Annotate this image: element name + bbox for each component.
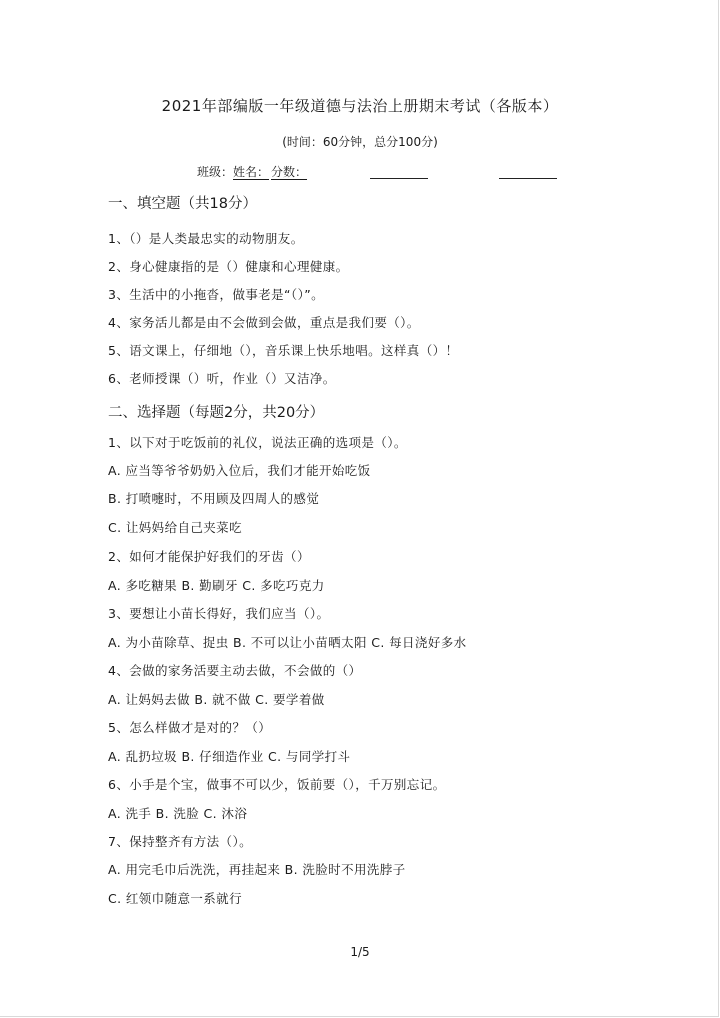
student-info-row	[197, 163, 597, 181]
section-choice-heading: 二、选择题（每题2分，共20分）	[108, 405, 325, 421]
choice-question-6: 6、小手是个宝，做事不可以少，饭前要（），千万别忘记。	[108, 777, 446, 792]
choice-question-3: 3、要想让小苗长得好，我们应当（）。	[108, 606, 330, 621]
choice-question-4: 4、会做的家务活要主动去做，不会做的（）	[108, 663, 362, 678]
page-number: 1/5	[350, 945, 370, 959]
choice-option: C. 让妈妈给自己夹菜吃	[108, 520, 242, 535]
choice-question-5: 5、怎么样做才是对的？（）	[108, 720, 272, 735]
choice-question-1: 1、以下对于吃饭前的礼仪，说法正确的选项是（）。	[108, 435, 407, 450]
fill-question-2: 2、身心健康指的是（）健康和心理健康。	[108, 259, 349, 274]
choice-option: A. 让妈妈去做 B. 就不做 C. 要学着做	[108, 692, 325, 707]
section-fill-in-heading: 一、填空题（共18分）	[108, 196, 257, 212]
choice-question-7: 7、保持整齐有方法（）。	[108, 834, 253, 849]
choice-option: B. 打喷嚏时，不用顾及四周人的感觉	[108, 491, 320, 506]
choice-option: A. 应当等爷爷奶奶入位后，我们才能开始吃饭	[108, 463, 371, 478]
exam-title: 2021年部编版一年级道德与法治上册期末考试（各版本）	[161, 97, 559, 115]
name-label: 姓名：	[233, 165, 270, 179]
score-label: 分数：	[271, 165, 308, 179]
choice-option: A. 洗手 B. 洗脸 C. 沐浴	[108, 806, 248, 821]
choice-question-2: 2、如何才能保护好我们的牙齿（）	[108, 549, 310, 564]
fill-question-3: 3、生活中的小拖沓，做事老是“（）”。	[108, 287, 325, 302]
fill-question-4: 4、家务活儿都是由不会做到会做，重点是我们要（）。	[108, 315, 420, 330]
choice-option: A. 乱扔垃圾 B. 仔细造作业 C. 与同学打斗	[108, 749, 351, 764]
exam-subtitle: (时间：60分钟，总分100分)	[282, 135, 438, 149]
fill-question-5: 5、语文课上，仔细地（），音乐课上快乐地唱。这样真（）！	[108, 343, 459, 358]
fill-question-1: 1、（）是人类最忠实的动物朋友。	[108, 231, 304, 246]
choice-option: C. 红领巾随意一系就行	[108, 891, 242, 906]
choice-option: A. 为小苗除草、捉虫 B. 不可以让小苗晒太阳 C. 每日浇好多水	[108, 635, 467, 650]
score-blank-line[interactable]	[499, 178, 557, 179]
name-blank-line[interactable]	[370, 178, 428, 179]
choice-option: A. 用完毛巾后洗洗，再挂起来 B. 洗脸时不用洗脖子	[108, 862, 406, 877]
fill-question-6: 6、老师授课（）听，作业（）又洁净。	[108, 371, 336, 386]
choice-option: A. 多吃糖果 B. 勤刷牙 C. 多吃巧克力	[108, 578, 325, 593]
class-label: 班级：	[197, 165, 234, 179]
